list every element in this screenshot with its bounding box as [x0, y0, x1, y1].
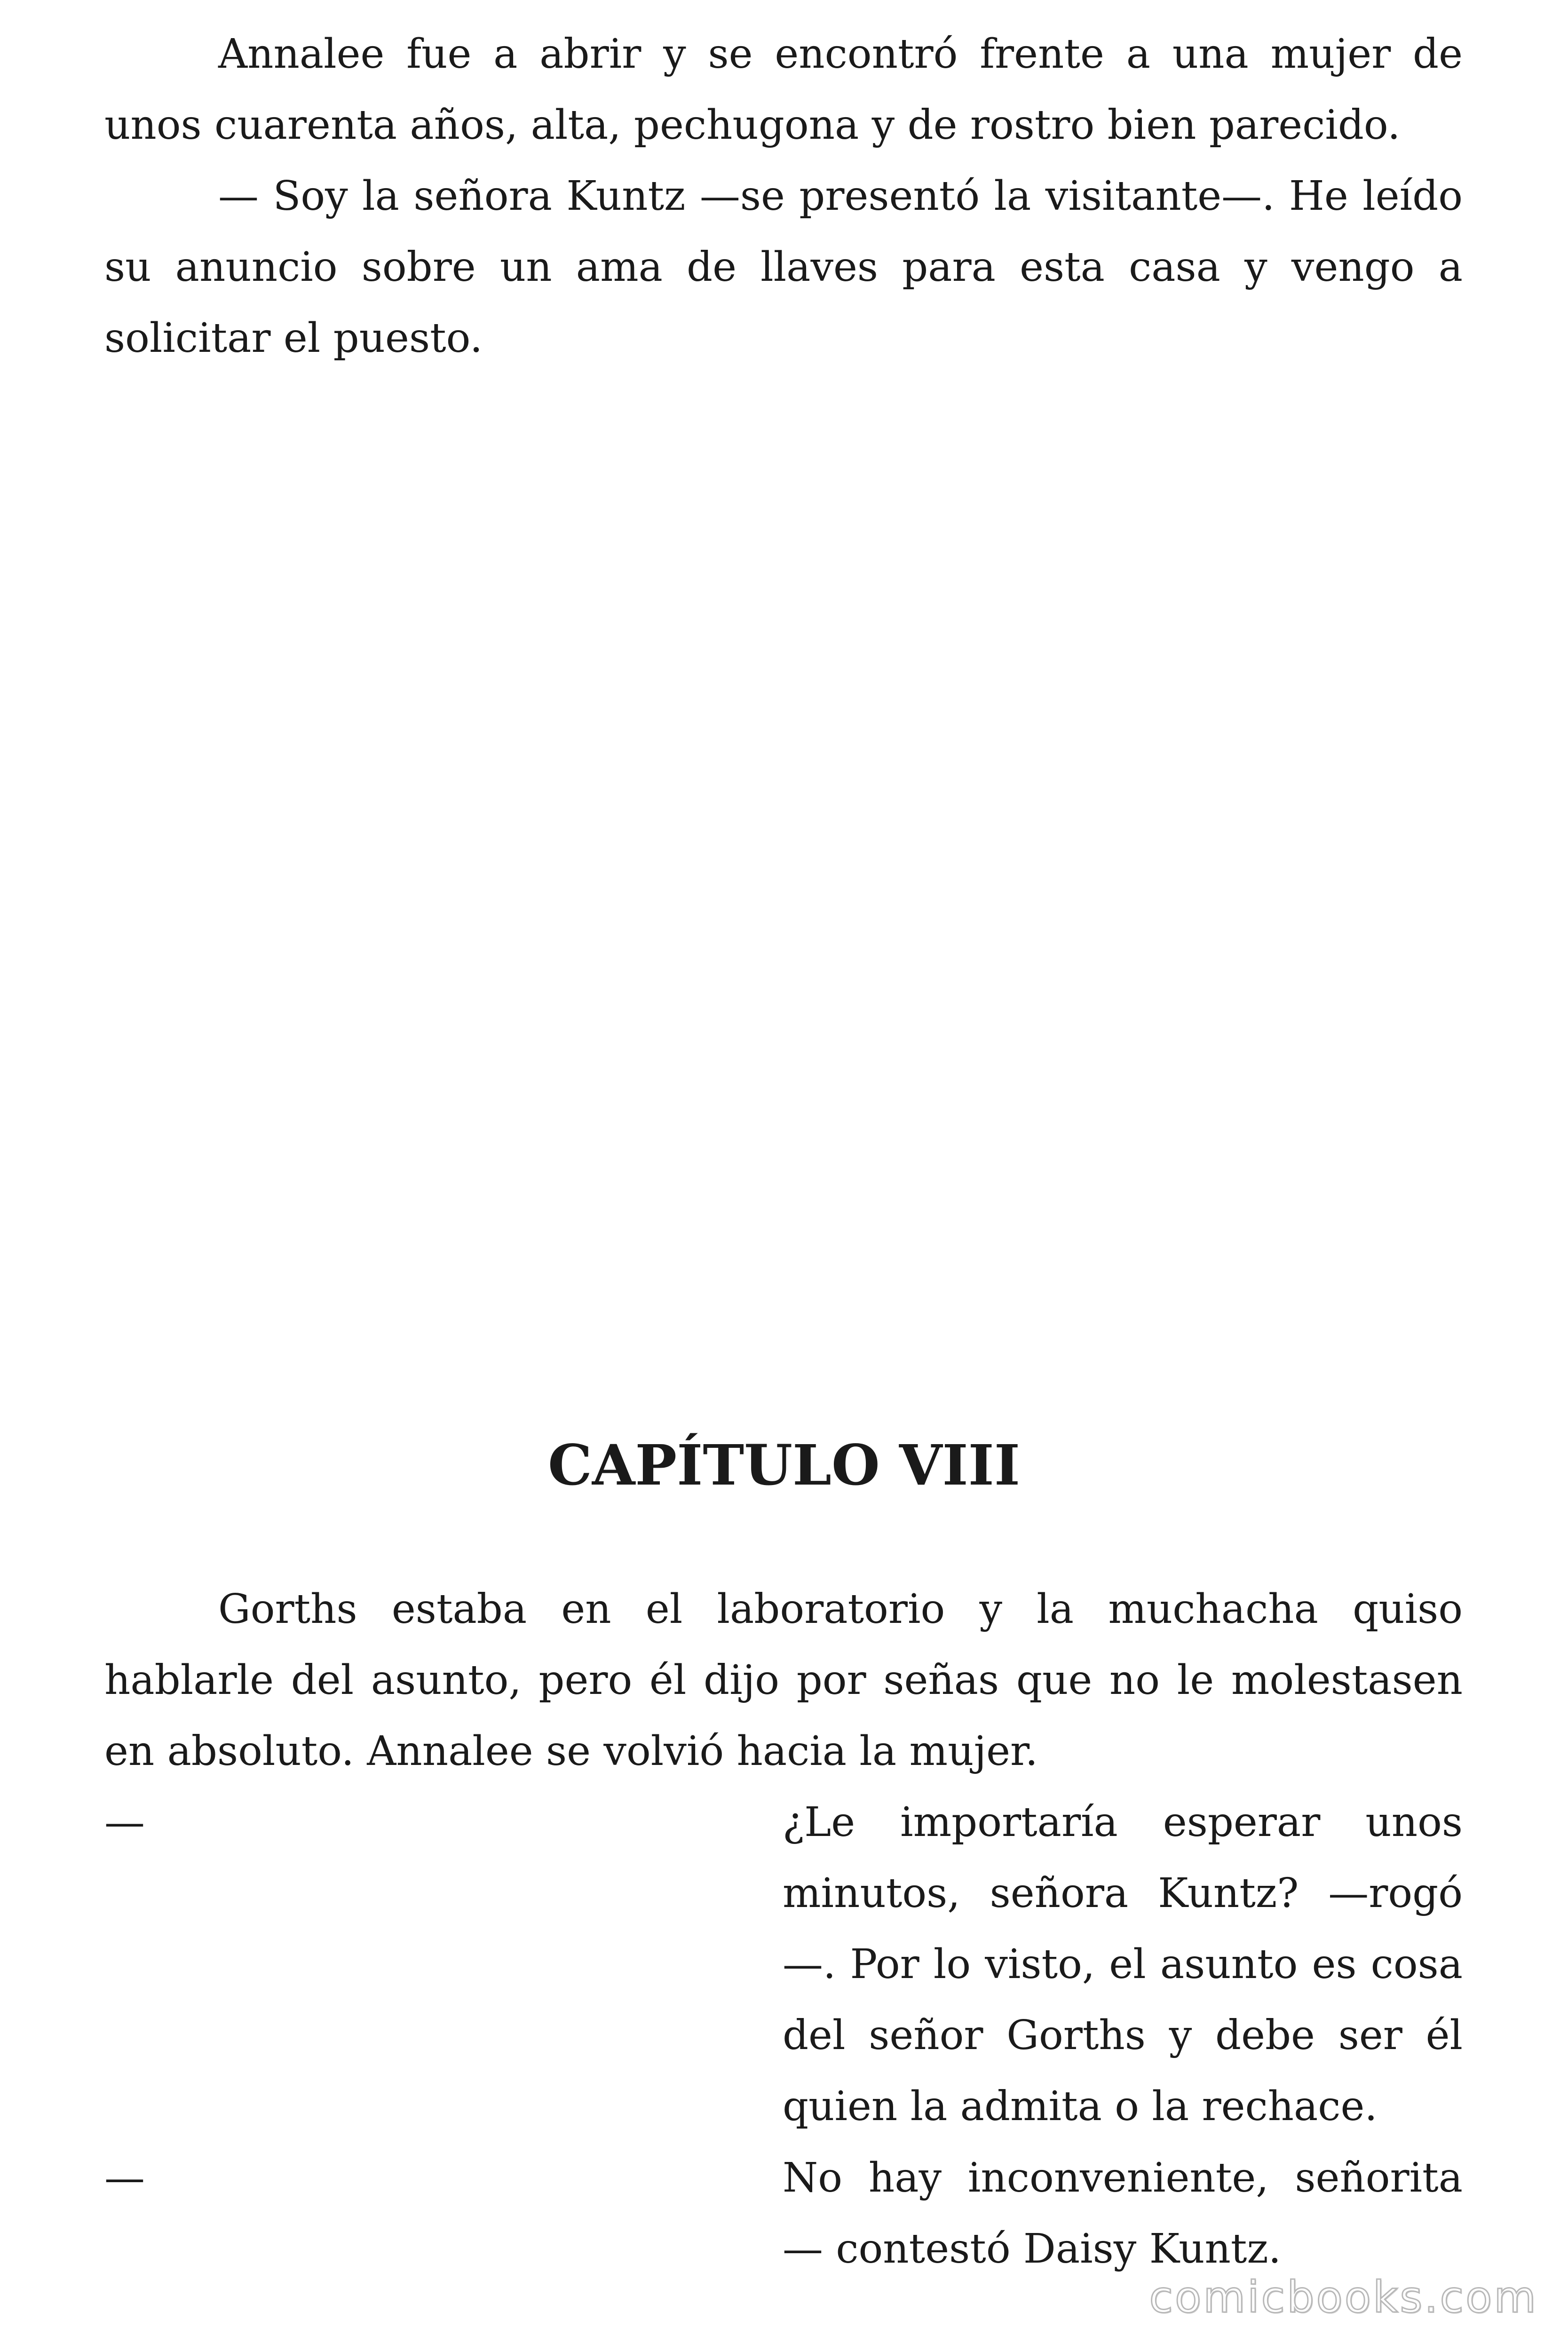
dialogue-dash: — — [104, 2154, 145, 2201]
paragraph-laboratory: Gorths estaba en el laboratorio y la muchacha quiso hablarle del asunto, pero él dijo por señas que no le molestasen en absoluto. Annalee se volvió hacia la mujer. — [104, 1586, 1463, 1775]
chapter-heading: CAPÍTULO VIII — [547, 1432, 1021, 1498]
dialogue-dash: — — [104, 1799, 145, 1846]
paragraph-opening: Annalee fue a abrir y se encontró frente a una mujer de unos cuarenta años, alta, pechugona y de rostro bien parecido. — [104, 31, 1463, 149]
dialogue-line-kuntz: No hay inconveniente, señorita — contestó Daisy Kuntz. — [783, 2154, 1463, 2273]
site-watermark: comicbooks.com — [1149, 2272, 1538, 2322]
dialogue-line-annalee: ¿Le importaría esperar unos minutos, señora Kuntz? —rogó—. Por lo visto, el asunto es cosa del señor Gorths y debe ser él quien la admita o la rechace. — [783, 1799, 1463, 2130]
paragraph-visitor-introduction: — Soy la señora Kuntz —se presentó la visitante—. He leído su anuncio sobre un ama de llaves para esta casa y vengo a solicitar el puesto. — [104, 173, 1463, 362]
